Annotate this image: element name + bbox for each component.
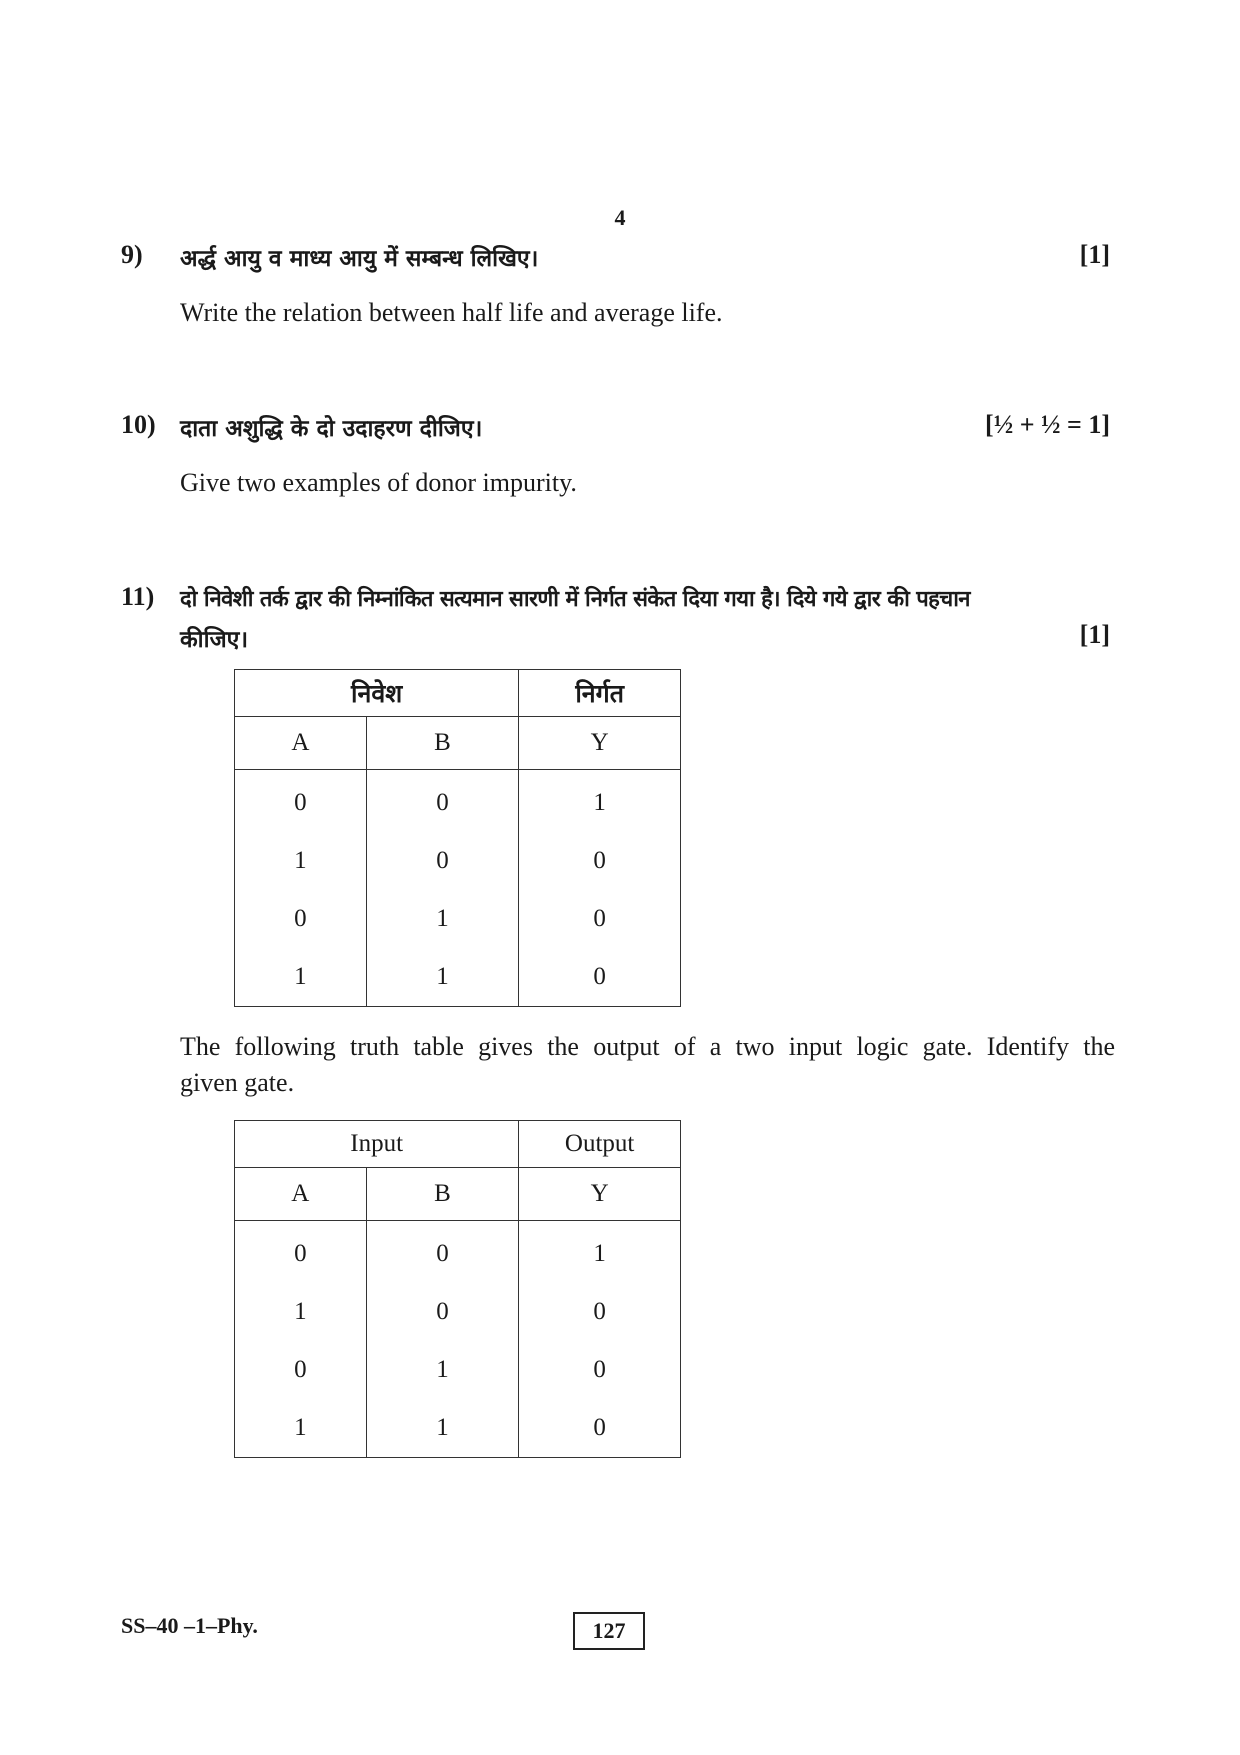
cell: 0 xyxy=(235,1221,367,1284)
cell: 0 xyxy=(235,1341,367,1399)
question-11-english-line2: given gate. xyxy=(180,1068,295,1097)
footer-paper-code: SS–40 –1–Phy. xyxy=(121,1613,258,1638)
cell: 1 xyxy=(366,890,519,948)
cell: 1 xyxy=(235,948,367,1007)
truth-table-hindi xyxy=(234,669,681,1007)
question-11-hindi-line1: दो निवेशी तर्क द्वार की निम्नांकित सत्यमान सारणी में निर्गत संकेत दिया गया है। दिये गये द्वार की पहचान xyxy=(180,587,970,612)
cell: 0 xyxy=(366,1221,519,1284)
column-a: A xyxy=(235,717,367,770)
cell: 0 xyxy=(519,948,681,1007)
footer-page-number: 127 xyxy=(573,1612,645,1650)
question-11-number: 11) xyxy=(121,582,155,611)
cell: 0 xyxy=(366,770,519,833)
cell: 1 xyxy=(366,948,519,1007)
cell: 1 xyxy=(235,832,367,890)
question-10-hindi: दाता अशुद्धि के दो उदाहरण दीजिए। xyxy=(180,416,483,442)
cell: 1 xyxy=(519,770,681,833)
truth-table-english xyxy=(234,1120,681,1458)
input-header: Input xyxy=(235,1121,519,1168)
cell: 0 xyxy=(235,890,367,948)
table-row xyxy=(235,1283,681,1341)
cell: 0 xyxy=(519,1341,681,1399)
cell: 1 xyxy=(235,1399,367,1458)
table-row xyxy=(235,1221,681,1284)
question-11-english-line1: The following truth table gives the output of a two input logic gate. Identify the xyxy=(180,1032,1115,1061)
column-a: A xyxy=(235,1168,367,1221)
table-row xyxy=(235,1399,681,1458)
table-row xyxy=(235,890,681,948)
table-row xyxy=(235,770,681,833)
question-10-number: 10) xyxy=(121,410,156,439)
cell: 0 xyxy=(235,770,367,833)
cell: 0 xyxy=(519,1399,681,1458)
cell: 0 xyxy=(366,832,519,890)
column-y: Y xyxy=(519,717,681,770)
column-b: B xyxy=(366,717,519,770)
page-number: 4 xyxy=(614,205,626,230)
table-row xyxy=(235,948,681,1007)
input-header-hindi: निवेश xyxy=(235,670,519,717)
question-9-marks: [1] xyxy=(1079,240,1110,269)
output-header: Output xyxy=(519,1121,681,1168)
question-9-number: 9) xyxy=(121,240,143,269)
cell: 0 xyxy=(519,890,681,948)
question-11-marks: [1] xyxy=(1079,620,1110,649)
question-9-english: Write the relation between half life and average life. xyxy=(180,298,723,327)
table-row xyxy=(235,1341,681,1399)
question-10-english: Give two examples of donor impurity. xyxy=(180,468,577,497)
output-header-hindi: निर्गत xyxy=(519,670,681,717)
question-10-marks: [½ + ½ = 1] xyxy=(985,410,1110,439)
question-9-hindi: अर्द्ध आयु व माध्य आयु में सम्बन्ध लिखिए। xyxy=(180,246,539,272)
cell: 1 xyxy=(366,1399,519,1458)
column-y: Y xyxy=(519,1168,681,1221)
cell: 0 xyxy=(519,1283,681,1341)
cell: 0 xyxy=(519,832,681,890)
question-11-hindi-line2: कीजिए। xyxy=(180,627,249,653)
cell: 1 xyxy=(235,1283,367,1341)
cell: 1 xyxy=(366,1341,519,1399)
cell: 1 xyxy=(519,1221,681,1284)
table-row xyxy=(235,832,681,890)
column-b: B xyxy=(366,1168,519,1221)
cell: 0 xyxy=(366,1283,519,1341)
